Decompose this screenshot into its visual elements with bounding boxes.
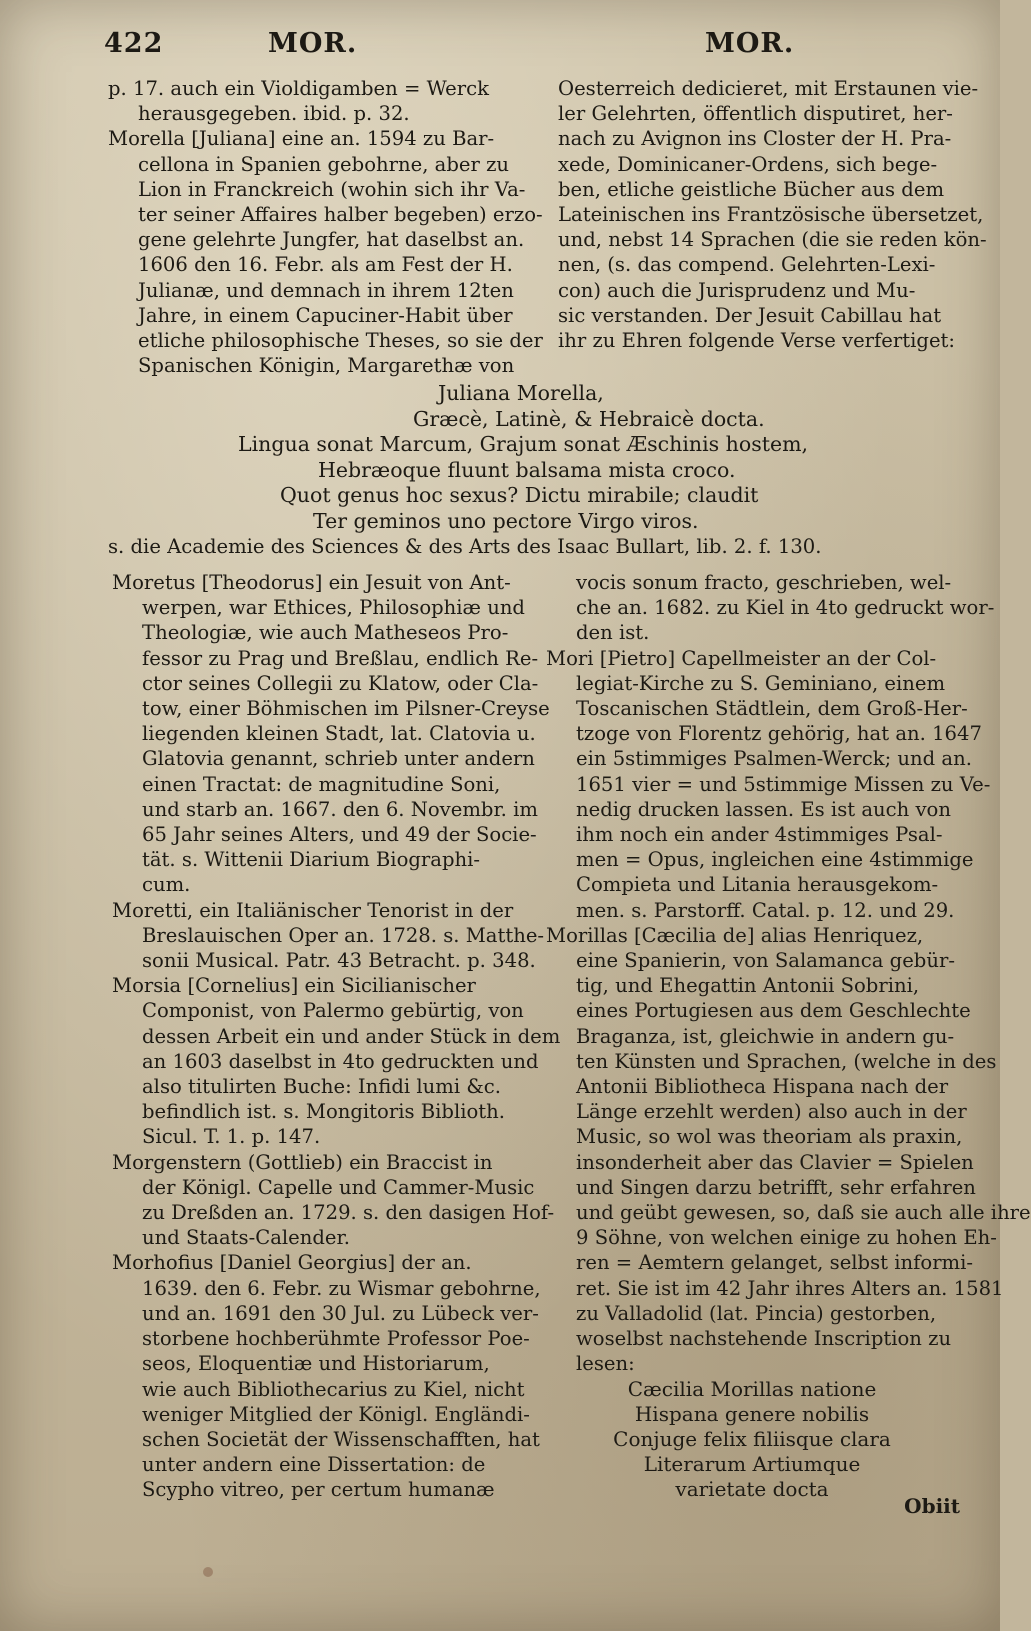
poem-verse: Ter geminos uno pectore Virgo viros. (313, 508, 699, 533)
text-line: den ist. (576, 621, 650, 645)
text-line: und starb an. 1667. den 6. Novembr. im (142, 797, 538, 821)
text-line: schen Societät der Wissenschafften, hat (142, 1427, 540, 1451)
entry-heading-morgenstern: Morgenstern (Gottlieb) ein Braccist in (112, 1150, 493, 1174)
text-line: zu Dreßden an. 1729. s. den dasigen Hof- (142, 1201, 555, 1225)
text-line: an 1603 daselbst in 4to gedruckten und (142, 1049, 539, 1073)
text-line: Lateinischen ins Frantzösische übersetzet, (558, 203, 984, 227)
text-line: ler Gelehrten, öffentlich disputiret, her- (558, 102, 953, 126)
text-line: lesen: (576, 1352, 635, 1376)
poem-verse: Quot genus hoc sexus? Dictu mirabile; claudit (280, 483, 759, 507)
text-line: und an. 1691 den 30 Jul. zu Lübeck ver- (142, 1301, 539, 1325)
text-line: nen, (s. das compend. Gelehrten-Lexi- (558, 253, 936, 277)
text-line: und geübt gewesen, so, daß sie auch alle ihre (576, 1201, 1031, 1225)
text-line: gene gelehrte Jungfer, hat daselbst an. (138, 228, 525, 252)
text-line: herausgegeben. ibid. p. 32. (138, 102, 410, 126)
poem-verse: Hebræoque fluunt balsama mista croco. (318, 457, 736, 482)
text-line: Julianæ, und demnach in ihrem 12ten (138, 278, 514, 302)
text-line: nedig drucken lassen. Es ist auch von (576, 797, 951, 821)
inscription-line: Conjuge felix filiisque clara (613, 1426, 891, 1451)
text-line: Glatovia genannt, schrieb unter andern (142, 747, 535, 771)
text-line: ihm noch ein ander 4stimmiges Psal- (576, 823, 943, 847)
right-column-bottom (546, 570, 1031, 1502)
text-line: der Königl. Capelle und Cammer-Music (142, 1175, 535, 1199)
text-line: nach zu Avignon ins Closter der H. Pra- (558, 127, 952, 151)
page-number: 422 (104, 28, 164, 59)
text-line: Toscanischen Städtlein, dem Groß-Her- (576, 697, 968, 721)
text-line: Compieta und Litania herausgekom- (576, 873, 939, 897)
text-line: ihr zu Ehren folgende Verse verfertiget: (558, 329, 956, 353)
entry-heading-moretus: Moretus [Theodorus] ein Jesuit von Ant- (112, 571, 511, 594)
text-line: tow, einer Böhmischen im Pilsner-Creyse (142, 697, 550, 721)
text-line: ren = Aemtern gelanget, selbst informi- (576, 1251, 974, 1275)
text-line: liegenden kleinen Stadt, lat. Clatovia u. (142, 722, 536, 746)
text-line: insonderheit aber das Clavier = Spielen (576, 1150, 974, 1174)
text-line: und Staats-Calender. (142, 1226, 350, 1250)
text-line: ten Künsten und Sprachen, (welche in des (576, 1049, 997, 1073)
text-line: tig, und Ehegattin Antonii Sobrini, (576, 974, 920, 998)
text-line: 1639. den 6. Febr. zu Wismar gebohrne, (142, 1276, 541, 1300)
text-line: ctor seines Collegii zu Klatow, oder Cla- (142, 671, 539, 695)
text-line: und, nebst 14 Sprachen (die sie reden kön- (558, 228, 987, 252)
text-line: vocis sonum fracto, geschrieben, wel- (576, 571, 952, 594)
text-line: tzoge von Florentz gehörig, hat an. 1647 (576, 722, 982, 746)
entry-heading-morella: Morella [Juliana] eine an. 1594 zu Bar- (108, 127, 495, 151)
text-line: legiat-Kirche zu S. Geminiano, einem (576, 671, 946, 695)
left-column-top (108, 76, 543, 378)
poem-subtitle: Græcè, Latinè, & Hebraicè docta. (413, 406, 765, 431)
text-line: woselbst nachstehende Inscription zu (576, 1327, 952, 1351)
running-head-right: MOR. (705, 28, 795, 59)
text-line: p. 17. auch ein Violdigamben = Werck (108, 77, 489, 100)
text-line: dessen Arbeit ein und ander Stück in dem (142, 1024, 561, 1048)
text-line: 9 Söhne, von welchen einige zu hohen Eh- (576, 1226, 997, 1250)
poem-verse: Lingua sonat Marcum, Grajum sonat Æschinis hostem, (238, 432, 809, 456)
text-line: seos, Eloquentiæ und Historiarum, (142, 1352, 490, 1376)
text-line: cellona in Spanien gebohrne, aber zu (138, 152, 510, 176)
text-line: Braganza, ist, gleichwie in andern gu- (576, 1024, 955, 1048)
text-line: wie auch Bibliothecarius zu Kiel, nicht (142, 1377, 525, 1401)
text-line: Antonii Bibliotheca Hispana nach der (576, 1075, 949, 1099)
text-line: Länge erzehlt werden) also auch in der (576, 1100, 967, 1124)
text-line: sic verstanden. Der Jesuit Cabillau hat (558, 303, 942, 327)
text-line: Music, so wol was theoriam als praxin, (576, 1125, 963, 1149)
text-line: Breslauischen Oper an. 1728. s. Matthe- (142, 923, 545, 947)
text-line: Componist, von Palermo gebürtig, von (142, 999, 524, 1023)
text-line: zu Valladolid (lat. Pincia) gestorben, (576, 1301, 937, 1325)
text-line: 1606 den 16. Febr. als am Fest der H. (138, 253, 513, 277)
inscription-line: Hispana genere nobilis (634, 1401, 870, 1426)
text-line: storbene hochberühmte Professor Poe- (142, 1327, 530, 1351)
text-line: men = Opus, ingleichen eine 4stimmige (576, 848, 974, 872)
inscription-line: Literarum Artiumque (643, 1451, 861, 1476)
inscription-line: Cæcilia Morillas natione (627, 1376, 877, 1401)
text-line: tät. s. Wittenii Diarium Biographi- (142, 848, 481, 872)
inscription-line: varietate docta (675, 1476, 829, 1501)
text-line: also titulirten Buche: Infidi lumi &c. (142, 1075, 501, 1099)
latin-poem (108, 381, 958, 560)
right-column-top (558, 76, 987, 353)
text-line: Theologiæ, wie auch Matheseos Pro- (142, 621, 509, 645)
text-line: xede, Dominicaner-Ordens, sich bege- (558, 152, 938, 176)
text-line: Spanischen Königin, Margarethæ von (138, 354, 515, 378)
entry-heading-moretti: Moretti, ein Italiänischer Tenorist in der (112, 898, 514, 922)
text-line: eines Portugiesen aus dem Geschlechte (576, 999, 971, 1023)
text-line: Jahre, in einem Capuciner-Habit über (138, 303, 513, 327)
text-line: 1651 vier = und 5stimmige Missen zu Ve- (576, 772, 991, 796)
poem-source-reference: s. die Academie des Sciences & des Arts des Isaac Bullart, lib. 2. f. 130. (108, 535, 822, 558)
text-line: ben, etliche geistliche Bücher aus dem (558, 177, 945, 201)
text-line: unter andern eine Dissertation: de (142, 1453, 486, 1477)
text-line: ret. Sie ist im 42 Jahr ihres Alters an. 1581 (576, 1276, 1004, 1300)
text-line: weniger Mitglied der Königl. Engländi- (142, 1402, 530, 1426)
inscription (546, 1377, 958, 1502)
text-line: cum. (142, 873, 191, 897)
text-line: Sicul. T. 1. p. 147. (142, 1125, 321, 1149)
text-line: etliche philosophische Theses, so sie der (138, 329, 543, 353)
entry-heading-mori: Mori [Pietro] Capellmeister an der Col- (546, 646, 937, 670)
entry-heading-morhofius: Morhofius [Daniel Georgius] der an. (112, 1251, 472, 1275)
text-line: sonii Musical. Patr. 43 Betracht. p. 348. (142, 949, 536, 973)
text-line: Scypho vitreo, per certum humanæ (142, 1478, 495, 1502)
text-line: einen Tractat: de magnitudine Soni, (142, 772, 501, 796)
text-line: Oesterreich dedicieret, mit Erstaunen vie- (558, 77, 979, 100)
entry-heading-morsia: Morsia [Cornelius] ein Sicilianischer (112, 974, 476, 998)
left-column-bottom (112, 570, 561, 1503)
text-line: che an. 1682. zu Kiel in 4to gedruckt wor- (576, 596, 995, 620)
ink-stain (203, 1567, 213, 1577)
text-line: men. s. Parstorff. Catal. p. 12. und 29. (576, 898, 955, 922)
text-line: und Singen darzu betrifft, sehr erfahren (576, 1175, 976, 1199)
text-line: eine Spanierin, von Salamanca gebür- (576, 949, 955, 973)
text-line: werpen, war Ethices, Philosophiæ und (142, 596, 525, 620)
text-line: befindlich ist. s. Mongitoris Biblioth. (142, 1100, 506, 1124)
text-line: Lion in Franckreich (wohin sich ihr Va- (138, 177, 526, 201)
text-line: fessor zu Prag und Breßlau, endlich Re- (142, 646, 539, 670)
text-line: ter seiner Affaires halber begeben) erzo- (138, 203, 543, 227)
entry-heading-morillas: Morillas [Cæcilia de] alias Henriquez, (546, 923, 924, 947)
catchword: Obiit (904, 1494, 960, 1518)
text-line: ein 5stimmiges Psalmen-Werck; und an. (576, 747, 972, 771)
poem-title: Juliana Morella, (438, 381, 604, 405)
text-line: con) auch die Jurisprudenz und Mu- (558, 278, 916, 302)
text-line: 65 Jahr seines Alters, und 49 der Socie- (142, 823, 537, 847)
running-head-left: MOR. (268, 28, 358, 59)
